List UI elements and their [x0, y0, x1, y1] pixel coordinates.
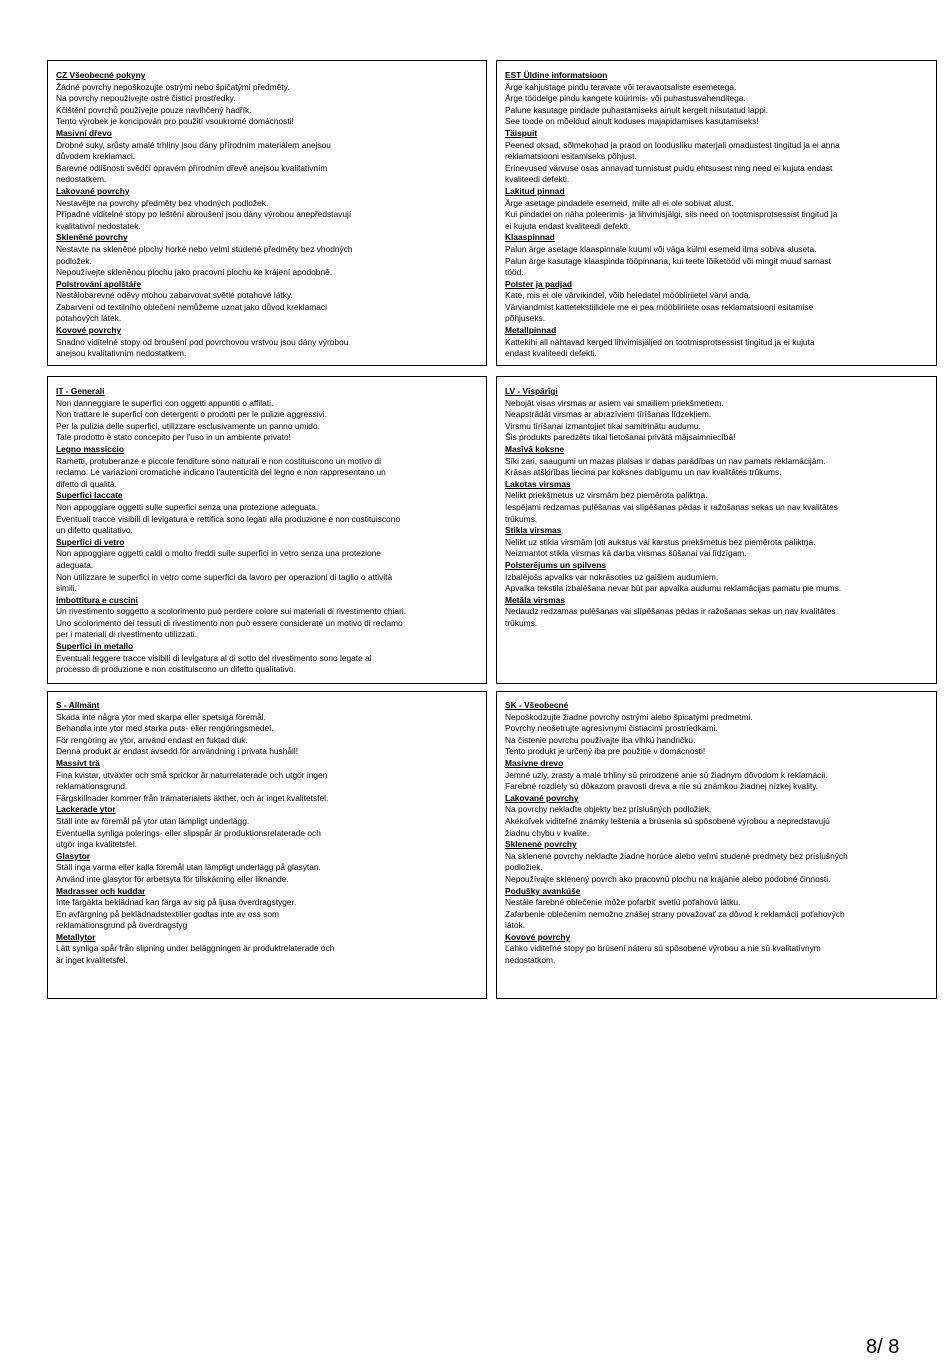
section-heading: Metallytor — [56, 931, 96, 942]
section-heading: Podušky avankúše — [505, 885, 581, 896]
text-line: Kčištění povrchů používejte pouze navlhčený hadřík. — [56, 104, 252, 115]
section-heading: SK - Všeobecné — [505, 700, 569, 710]
section-heading: Kovové povrchy — [56, 325, 122, 336]
text-line: per i materiali di rivestimento utilizzati. — [56, 629, 198, 640]
text-line: põhjuseks. — [505, 313, 546, 324]
text-line: endast kvaliteedi defekti. — [505, 348, 597, 359]
text-line: Nestavějte na povrchy předměty bez vhodných podložek. — [56, 197, 269, 208]
text-line: För rengöring av ytor, använd endast en fuktad duk. — [56, 734, 248, 745]
section-heading: Metallpinnad — [505, 325, 557, 336]
section-heading: Superfici laccate — [56, 490, 123, 501]
text-line: difetto di qualità. — [56, 478, 117, 489]
text-line: Sīki zari, saaugumi un mazas plaisas ir dabas parādības un nav pamats reklamācijām. — [505, 455, 826, 466]
text-line: utgör inga kvalitetsfel. — [56, 839, 138, 850]
text-line: Neizmantot stikla virsmas kā darba virsmas šūšanai vai līdzīgam. — [505, 548, 747, 559]
text-line: Per la pulizia delle superfici, utilizzare esclusivamente un panno umido. — [56, 420, 320, 431]
text-line: Žádné povrchy nepoškozujte ostrými nebo špičatými předměty. — [56, 81, 290, 92]
section-heading: Superfici di vetro — [56, 536, 125, 547]
text-line: Värviandmist kattetekstiilidele me ei pea mööbliriiete osas reklamatsiooni esitamise — [505, 301, 814, 312]
section-heading: Lakitud pinnad — [505, 185, 565, 196]
text-line: Eventuali tracce visibili di levigatura e rettifica sono legati alla produzione e non costituiscono — [56, 513, 401, 524]
section-heading: Kovové povrchy — [505, 931, 571, 942]
text-line: trūkums. — [505, 513, 538, 524]
text-line: Kate, mis ei ole värvikindel, võib heledatel mööbliriietel värvi anda. — [505, 290, 751, 301]
text-line: žiadnu chybu v kvalite. — [505, 827, 590, 838]
text-line: Kui pindadel on näha poleerimis- ja lihvimisjälgi, siis need on tootmisprotsessist tingitud ja — [505, 209, 838, 220]
text-line: Nebojāt visas virsmas ar asiem vai smailiem priekšmetiem. — [505, 397, 724, 408]
text-line: Palun ärge asetage klaaspinnale kuumi või väga külmi esemeid ilma sobiva aluseta. — [505, 243, 817, 254]
text-line: ei kujuta endast kvaliteedi defekti. — [505, 220, 631, 231]
text-line: är inget kvalitetsfel. — [56, 955, 128, 966]
section-heading: Polstrování apolštáře — [56, 278, 142, 289]
text-line: kvaliteedi defekti. — [505, 174, 570, 185]
text-line: Non utilizzare le superfici in vetro come superfici da lavoro per operazioni di taglio o attività — [56, 571, 393, 582]
text-line: Nelikt uz stikla virsmām ļoti aukstus vai karstus priekšmetus bez piemērota paliktņa. — [505, 536, 816, 547]
section-sk — [496, 691, 937, 999]
text-line: Lätt synliga spår från slipning under beläggningen är produktrelaterade och — [56, 943, 335, 954]
text-line: Eventuali leggere tracce visibili di levigatura al di sotto del rivestimento sono legate al — [56, 652, 372, 663]
text-line: podložek. — [56, 255, 92, 266]
text-line: Na čistenie povrchu používajte iba vlhkú handričku. — [505, 734, 696, 745]
text-line: Nelikt priekšmetus uz virsmām bez piemērota paliktņa. — [505, 490, 708, 501]
section-s — [47, 691, 487, 999]
section-heading: Massivt trä — [56, 757, 100, 768]
text-line: Na sklenené povrchy neklaďte žiadne horúce alebo veľmi studené predmety bez príslušných — [505, 850, 848, 861]
text-line: Zafarbenie oblečením nemožno znášej strany považovať za dôvod k reklamácii poťahových — [505, 908, 845, 919]
text-line: Nestále farebné oblečenie môže pofarbiť svetlú poťahovú látku. — [505, 897, 741, 908]
section-heading: IT - Generali — [56, 386, 105, 396]
section-heading: Sklenené povrchy — [505, 839, 577, 850]
section-heading: LV - Vispārīgi — [505, 386, 558, 396]
section-heading: EST Üldine informatsioon — [505, 70, 608, 80]
section-heading: Polster ja padjad — [505, 278, 573, 289]
text-line: simili. — [56, 583, 77, 594]
section-heading: Skleněné povrchy — [56, 232, 128, 243]
text-line: Använd inte glasytor för arbetsyta för tillskärning eller liknande. — [56, 873, 289, 884]
text-line: Jemné uzly, zrasty a malé trhliny sú prirodzené anie sú žiadnym dôvodom k reklamácii. — [505, 769, 828, 780]
text-line: Behandla inte ytor med starka puts- eller rengöringsmedel. — [56, 723, 274, 734]
section-heading: Lakované povrchy — [56, 185, 130, 196]
section-heading: Klaaspinnad — [505, 232, 555, 243]
text-line: Skada inte några ytor med skarpa eller spetsiga föremål. — [56, 711, 266, 722]
text-line: Zabarvení od textilního oblečení nemůžeme uznat jako důvod kreklamaci — [56, 301, 327, 312]
page-number: 8/ 8 — [866, 1336, 900, 1358]
section-heading: Polsterējums un spilvens — [505, 559, 606, 570]
text-line: Inte färgäkta beklädnad kan färga av sig på ljusa överdragstyger. — [56, 897, 297, 908]
text-line: trūkums. — [505, 617, 538, 628]
text-line: reklamatsiooni esitamiseks põhjust. — [505, 151, 637, 162]
text-line: Tale prodotto è stato concepito per l'uso in un ambiente privato! — [56, 432, 291, 443]
text-line: Nepoužívejte skleněnou plochu jako pracovní plochu ke krájení apodobně. — [56, 267, 333, 278]
section-heading: Glasytor — [56, 850, 90, 861]
section-est — [496, 60, 937, 366]
section-heading: Lakotas virsmas — [505, 478, 571, 489]
text-line: Virsmu tīrīšanai izmantojiet tikai samitrinātu audumu. — [505, 420, 701, 431]
section-cz — [47, 60, 487, 366]
text-line: reklamationsgrund på överdragstyg — [56, 920, 188, 931]
section-heading: Lackerade ytor — [56, 804, 116, 815]
text-line: Farebné rozdiely sú dôkazom pravosti dreva a nie sú známkou žiadnej nízkej kvality. — [505, 781, 819, 792]
section-heading: Täispuit — [505, 127, 538, 138]
text-line: tööd. — [505, 267, 524, 278]
text-line: Palun ärge kasutage klaaspinda tööpinnana, kui teete lõiketööd või mingit muud sarnast — [505, 255, 831, 266]
section-heading: Imbottitura e cuscini — [56, 594, 138, 605]
text-line: reclamo. Le variazioni cromatiche indicano l'autenticità del legno e non rappresentano un — [56, 467, 386, 478]
text-line: Barevné odlišnosti svědčí opravém přírodním dřevě anejsou kvalitativním — [56, 162, 328, 173]
text-line: látok. — [505, 920, 526, 931]
text-line: Eventuella synliga polerings- eller slipspår är produktionsrelaterade och — [56, 827, 321, 838]
section-heading: Masivní dřevo — [56, 127, 112, 138]
text-line: důvodem kreklamaci. — [56, 151, 136, 162]
section-heading: S - Allmänt — [56, 700, 100, 710]
text-line: Non appoggiare oggetti sulle superfici senza una protezione adeguata. — [56, 501, 319, 512]
text-line: Ärge töödelge pindu kangete küürimis- või puhastusvahenditega. — [505, 93, 746, 104]
text-line: reklamationsgrund. — [56, 781, 128, 792]
text-line: Nepoužívajte sklenený povrch ako pracovnú plochu na krájanie alebo podobné činnosti. — [505, 873, 831, 884]
text-line: Fina kvistar, utväxter och små sprickor är naturrelaterade och utgör ingen — [56, 769, 328, 780]
text-line: Ställ inte av föremål på ytor utan lämpligt underlägg. — [56, 815, 250, 826]
text-line: Erinevused värvuse osas annavad tunnistust puidu ehtsusest ning need ei kujuta endast — [505, 162, 833, 173]
text-line: Krāsas atšķirības liecina par koksnes dabīgumu un nav kvalitātes trūkums. — [505, 467, 782, 478]
text-line: Tento produkt je určený iba pre použitie v domácnosti! — [505, 746, 706, 757]
text-line: Povrchy neošetrujte agresívnymi čistiacimi prostriedkami. — [505, 723, 718, 734]
text-line: Nestálobarevné oděvy mohou zabarvovat světlé potahové látky. — [56, 290, 293, 301]
text-line: anejsou kvalitativním nedostatkem. — [56, 348, 187, 359]
text-line: Nepoškodzujte žiadne povrchy ostrými alebo špicatými predmetmi. — [505, 711, 753, 722]
text-line: Akékoľvek viditeľné známky leštenia a brúsenia sú spôsobené výrobou a nepredstavujú — [505, 815, 830, 826]
section-it — [47, 376, 487, 684]
text-line: kvalitativní nedostatek. — [56, 220, 141, 231]
section-heading: Masīvā koksne — [505, 443, 565, 454]
section-heading: Lakované povrchy — [505, 792, 579, 803]
text-line: Nedaudz redzamas pulēšanas vai slīpēšanas pēdas ir ražošanas sekas un nav kvalitātes — [505, 606, 836, 617]
text-line: Nestavte na skleněné plochy horké nebo velmi studené předměty bez vhodných — [56, 243, 353, 254]
text-line: Ärge asetage pindadele esemeid, mille all ei ole sobivat alust. — [505, 197, 734, 208]
text-line: En avfärgning på beklädnadstextilier godtas inte av oss som — [56, 908, 280, 919]
text-line: Šis produkts paredzēts tikai lietošanai privātā mājsaimniecībā! — [505, 432, 736, 443]
text-line: Apvalka tekstila izbalēšana nevar būt par apvalka audumu reklamācijas pamatu pie mums. — [505, 583, 842, 594]
section-heading: Legno massiccio — [56, 443, 124, 454]
section-heading: CZ Všeobecné pokyny — [56, 70, 146, 80]
text-line: Peened oksad, sõlmekohad ja praod on loodusliku materjali omadustest tingitud ja ei anna — [505, 139, 840, 150]
section-heading: Stikla virsmas — [505, 525, 562, 536]
text-line: Ärge kahjustage pindu teravate või teravaotsaliste esemetega. — [505, 81, 737, 92]
text-line: Případné viditelné stopy po leštění abroušení jsou dány výrobou anepředstavují — [56, 209, 352, 220]
section-heading: Masívne drevo — [505, 757, 564, 768]
section-heading: Metāla virsmas — [505, 594, 566, 605]
text-line: nedostatkem. — [56, 174, 107, 185]
text-line: Izbalējošs apvalks var nokrāsoties uz gaišiem audumiem. — [505, 571, 719, 582]
text-line: processo di produzione e non costituiscono un difetto qualitativo. — [56, 664, 296, 675]
text-line: Non danneggiare le superfici con oggetti appuntiti o affilati. — [56, 397, 274, 408]
text-line: See toode on mõeldud ainult koduses majapidamises kasutamiseks! — [505, 116, 759, 127]
section-heading: Madrasser och kuddar — [56, 885, 146, 896]
text-line: Ľahko viditeľné stopy po brúsení náteru sú spôsobené výrobou a nie sú kvalitatívnym — [505, 943, 821, 954]
text-line: Non trattare le superfici con detergenti o prodotti per le pulizie aggressivi. — [56, 409, 327, 420]
text-line: Uno scolorimento dei tessuti di rivestimento non può essere considerate un motivo di reclamo — [56, 617, 403, 628]
text-line: Ställ inga varma eller kalla föremål utan lämpligt underlägg på glasytan. — [56, 862, 321, 873]
text-line: Un rivestimento soggetto a scolorimento può perdere colore sui materiali di rivestimento chiari. — [56, 606, 407, 617]
text-line: Färgskillnader kommer från trämaterialets äkthet, och är inget kvalitetsfel. — [56, 792, 329, 803]
text-line: Na povrchy neklaďte objekty bez príslušných podložiek. — [505, 804, 712, 815]
text-line: Non appoggiare oggetti caldi o molto freddi sulle superfici in vetro senza una protezione — [56, 548, 381, 559]
text-line: Na povrchy nepoužívejte ostré čisticí prostředky. — [56, 93, 236, 104]
text-line: Snadno viditelné stopy od broušení pod povrchovou vrstvou jsou dány výrobou — [56, 336, 349, 347]
text-line: Drobné suky, srůsty amalé trhliny jsou dány přírodním materiálem anejsou — [56, 139, 331, 150]
text-line: un difetto qualitativo. — [56, 525, 133, 536]
section-lv — [496, 376, 937, 684]
text-line: Iespējami redzamas pulēšanas vai slīpēšanas pēdas ir ražošanas sekas un nav kvalitātes — [505, 501, 838, 512]
text-line: Palune kasutage pindade puhastamiseks ainult kergelt niisutatud lappi. — [505, 104, 769, 115]
text-line: Tento výrobek je koncipován pro použití vsoukromé domácnosti! — [56, 116, 294, 127]
text-line: Kattekihi all nähtavad kerged lihvimisjäljed on tootmisprotsessist tingitud ja ei kujuta — [505, 336, 815, 347]
section-heading: Superfici in metallo — [56, 641, 134, 652]
text-line: potahových látek. — [56, 313, 122, 324]
text-line: Denna produkt är endast avsedd för användning i privata hushåll! — [56, 746, 299, 757]
text-line: Rametti, protuberanze e piccole fenditure sono naturali e non costituiscono un motivo di — [56, 455, 381, 466]
text-line: nedostatkom. — [505, 955, 556, 966]
text-line: podložiek. — [505, 862, 543, 873]
text-line: adeguata. — [56, 559, 94, 570]
text-line: Neapstrādāt virsmas ar abrazīviem tīrīšanas līdzekļiem. — [505, 409, 712, 420]
